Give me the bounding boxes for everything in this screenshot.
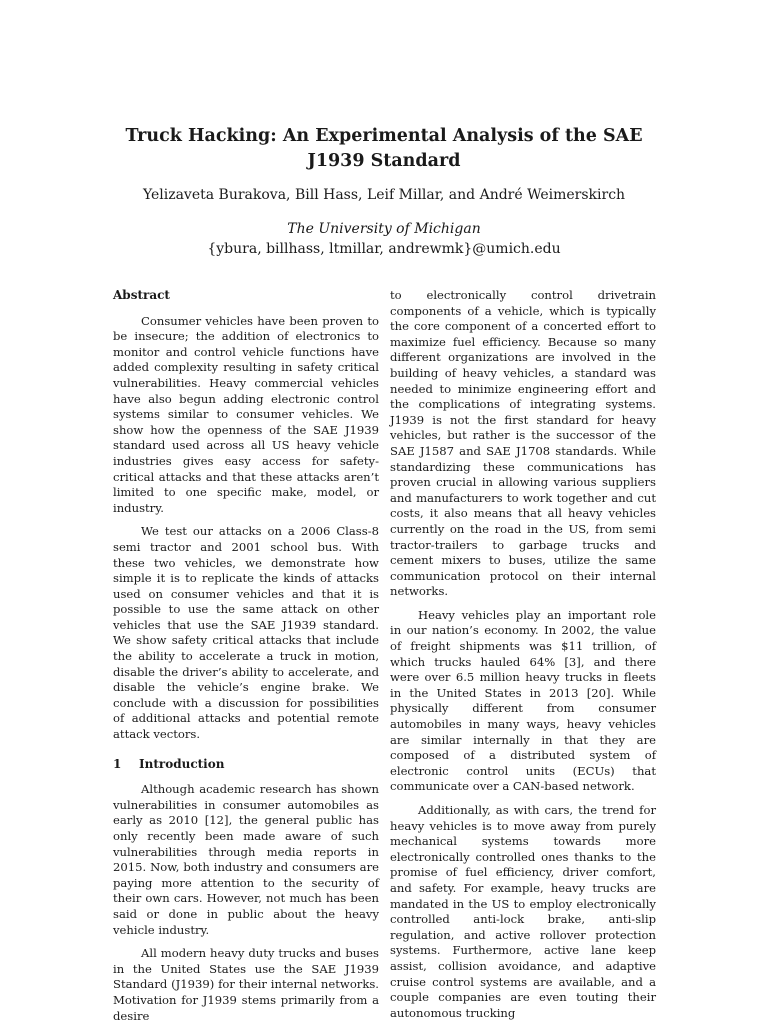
intro-paragraph-1: Although academic research has shown vulnerabilities in consumer automobiles as early as 2010 [12], the general public has only recently been made aware of such vulnerabilities through media reports in 2015. Now, both industry and consumers are paying more attention to the security of their own cars. However, not much has been said or done in public about the heavy vehicle industry. bbox=[113, 782, 379, 937]
section-number: 1 bbox=[113, 756, 122, 771]
abstract-paragraph-1: Consumer vehicles have been proven to be insecure; the addition of electronics to monitor and control vehicle functions have added complexity resulting in safety critical vulnerabilities. Heavy commercial vehicles have also begun adding electronic control systems similar to consumer vehicles. We show how the openness of the SAE J1939 standard used across all US heavy vehicle industries gives easy access for safety-critical attacks and that these attacks aren’t limited to one specific make, model, or industry. bbox=[113, 313, 379, 515]
author-list: Yelizaveta Burakova, Bill Hass, Leif Millar, and André Weimerskirch bbox=[142, 187, 626, 203]
abstract-heading: Abstract bbox=[113, 288, 170, 302]
section-heading-introduction bbox=[113, 757, 379, 773]
section-title: Introduction bbox=[139, 756, 225, 771]
intro-paragraph-4: Heavy vehicles play an important role in our nation’s economy. In 2002, the value of freight shipments was $11 trillion, of which trucks hauled 64% [3], and there were over 6.5 million heavy trucks in fleets in the United States in 2013 [20]. While physically different from consumer automobiles in many ways, heavy vehicles are similar internally in that they are composed of a distributed system of electronic control units (ECUs) that communicate over a CAN-based network. bbox=[390, 607, 656, 794]
intro-paragraph-3: to electronically control drivetrain components of a vehicle, which is typically the core component of a concerted effort to maximize fuel efficiency. Because so many different organizations are involved in the building of heavy vehicles, a standard was needed to minimize engineering effort and the complications of integrating systems. J1939 is not the first standard for heavy vehicles, but rather is the successor of the SAE J1587 and SAE J1708 standards. While standardizing these communications has proven crucial in allowing various suppliers and manufacturers to work together and cut costs, it also means that all heavy vehicles currently on the road in the US, from semi tractor-trailers to garbage trucks and cement mixers to buses, utilize the same communication protocol on their internal networks. bbox=[390, 288, 656, 599]
right-column bbox=[390, 288, 656, 1029]
left-column bbox=[113, 288, 379, 1032]
abstract-paragraph-2: We test our attacks on a 2006 Class-8 semi tractor and 2001 school bus. With these two vehicles, we demonstrate how simple it is to replicate the kinds of attacks used on consumer vehicles and that it is possible to use the same attack on other vehicles that use the SAE J1939 standard. We show safety critical attacks that include the ability to accelerate a truck in motion, disable the driver’s ability to accelerate, and disable the vehicle’s engine brake. We conclude with a discussion for possibilities of additional attacks and potential remote attack vectors. bbox=[113, 524, 379, 742]
intro-paragraph-2: All modern heavy duty trucks and buses in the United States use the SAE J1939 Standard (J1939) for their internal networks. Motivation for J1939 stems primarily from a desire bbox=[113, 946, 379, 1023]
author-emails: {ybura, billhass, ltmillar, andrewmk}@umich.edu bbox=[207, 241, 561, 257]
affiliation-block bbox=[60, 219, 708, 259]
paper-title: Truck Hacking: An Experimental Analysis of the SAE J1939 Standard bbox=[125, 126, 643, 171]
affiliation: The University of Michigan bbox=[287, 221, 481, 237]
intro-paragraph-5: Additionally, as with cars, the trend for heavy vehicles is to move away from purely mechanical systems towards more electronically controlled ones thanks to the promise of fuel efficiency, driver comfort, and safety. For example, heavy trucks are mandated in the US to employ electronically controlled anti-lock brake, anti-slip regulation, and active rollover protection systems. Furthermore, active lane keep assist, collision avoidance, and adaptive cruise control systems are available, and a couple companies are even touting their autonomous trucking bbox=[390, 803, 656, 1020]
